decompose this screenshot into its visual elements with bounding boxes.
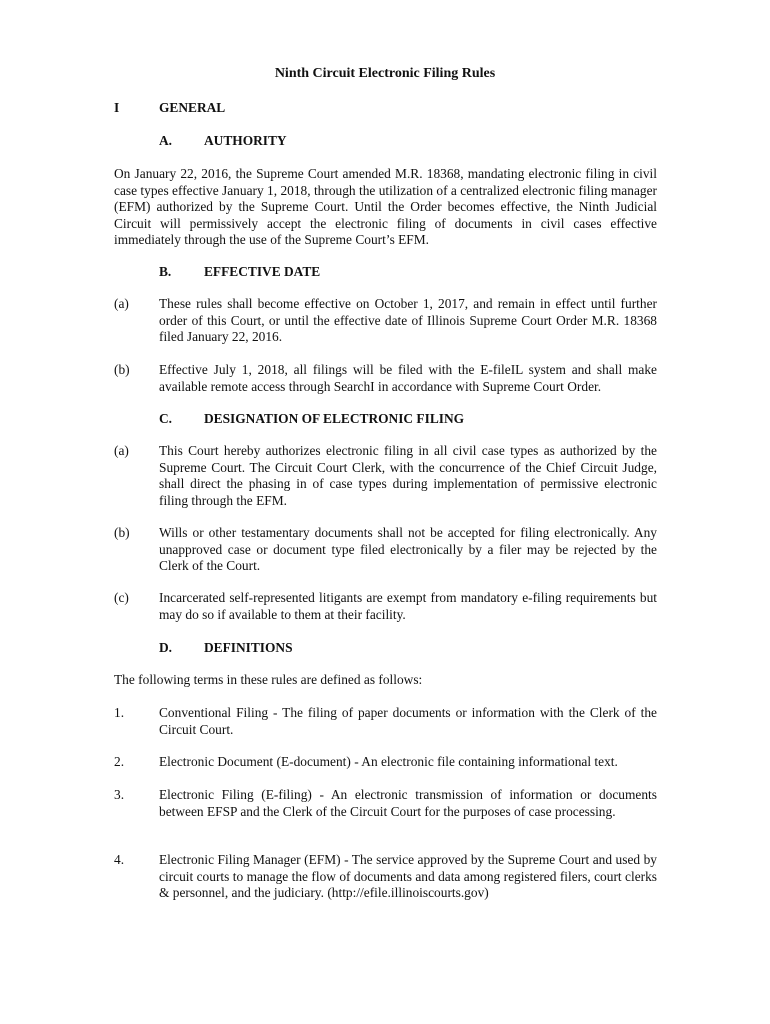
definition-2-label: 2. [114, 754, 125, 769]
definition-2-text: Electronic Document (E-document) - An electronic file containing informational text. [159, 754, 618, 769]
designation-item-a-label: (a) [114, 443, 129, 458]
definition-1-label: 1. [114, 705, 125, 720]
definitions-heading: DEFINITIONS [204, 640, 293, 655]
effective-date-heading: EFFECTIVE DATE [204, 264, 321, 279]
authority-letter: A. [159, 133, 173, 148]
authority-heading: AUTHORITY [204, 133, 287, 148]
effective-date-item-a-label: (a) [114, 296, 129, 311]
designation-item-c-text: Incarcerated self-represented litigants are exempt from mandatory e-filing requirements but may do so if available to them at their facility. [159, 590, 657, 622]
definition-3-text: Electronic Filing (E-filing) - An electronic transmission of information or documents between EFSP and the Clerk of the Circuit Court for the purposes of case processing. [159, 787, 657, 819]
effective-date-item-b-label: (b) [114, 362, 130, 377]
authority-paragraph: On January 22, 2016, the Supreme Court amended M.R. 18368, mandating electronic filing in civil case types effective January 1, 2018, through the utilization of a centralized electronic filing manager (EFM) authorized by the Supreme Court. Until the Order becomes effective, the Ninth Judicial Circuit will permissively accept the electronic filing of documents in civil cases effective immediately through the use of the Supreme Court’s EFM. [114, 166, 657, 248]
document-title: Ninth Circuit Electronic Filing Rules [274, 66, 496, 81]
definition-4-label: 4. [114, 852, 125, 867]
designation-item-b-label: (b) [114, 525, 130, 540]
definition-3-label: 3. [114, 787, 125, 802]
effective-date-letter: B. [159, 264, 172, 279]
designation-item-b-text: Wills or other testamentary documents shall not be accepted for filing electronically. Any unapproved case or document type filed electronically by a filer may be rejected by the Clerk of the Court. [159, 525, 657, 574]
designation-item-c-label: (c) [114, 590, 129, 605]
section-heading: GENERAL [159, 100, 226, 115]
designation-letter: C. [159, 411, 173, 426]
definition-1-text: Conventional Filing - The filing of paper documents or information with the Clerk of the Circuit Court. [159, 705, 657, 737]
definitions-intro: The following terms in these rules are defined as follows: [114, 672, 423, 687]
definition-4-text: Electronic Filing Manager (EFM) - The service approved by the Supreme Court and used by circuit courts to manage the flow of documents and data among registered filers, court clerks & personnel, and the judiciary. (http://efile.illinoiscourts.gov) [159, 852, 657, 901]
effective-date-item-a-text: These rules shall become effective on October 1, 2017, and remain in effect until further order of this Court, or until the effective date of Illinois Supreme Court Order M.R. 18368 filed January 22, 2016. [159, 296, 657, 345]
designation-item-a-text: This Court hereby authorizes electronic filing in all civil case types as authorized by the Supreme Court. The Circuit Court Clerk, with the concurrence of the Chief Circuit Judge, shall direct the phasing in of case types during implementation of permissive electronic filing through the EFM. [159, 443, 657, 508]
definitions-letter: D. [159, 640, 173, 655]
section-number: I [114, 100, 120, 115]
effective-date-item-b-text: Effective July 1, 2018, all filings will be filed with the E-fileIL system and shall make available remote access through SearchI in accordance with Supreme Court Order. [159, 362, 657, 394]
designation-heading: DESIGNATION OF ELECTRONIC FILING [204, 411, 465, 426]
